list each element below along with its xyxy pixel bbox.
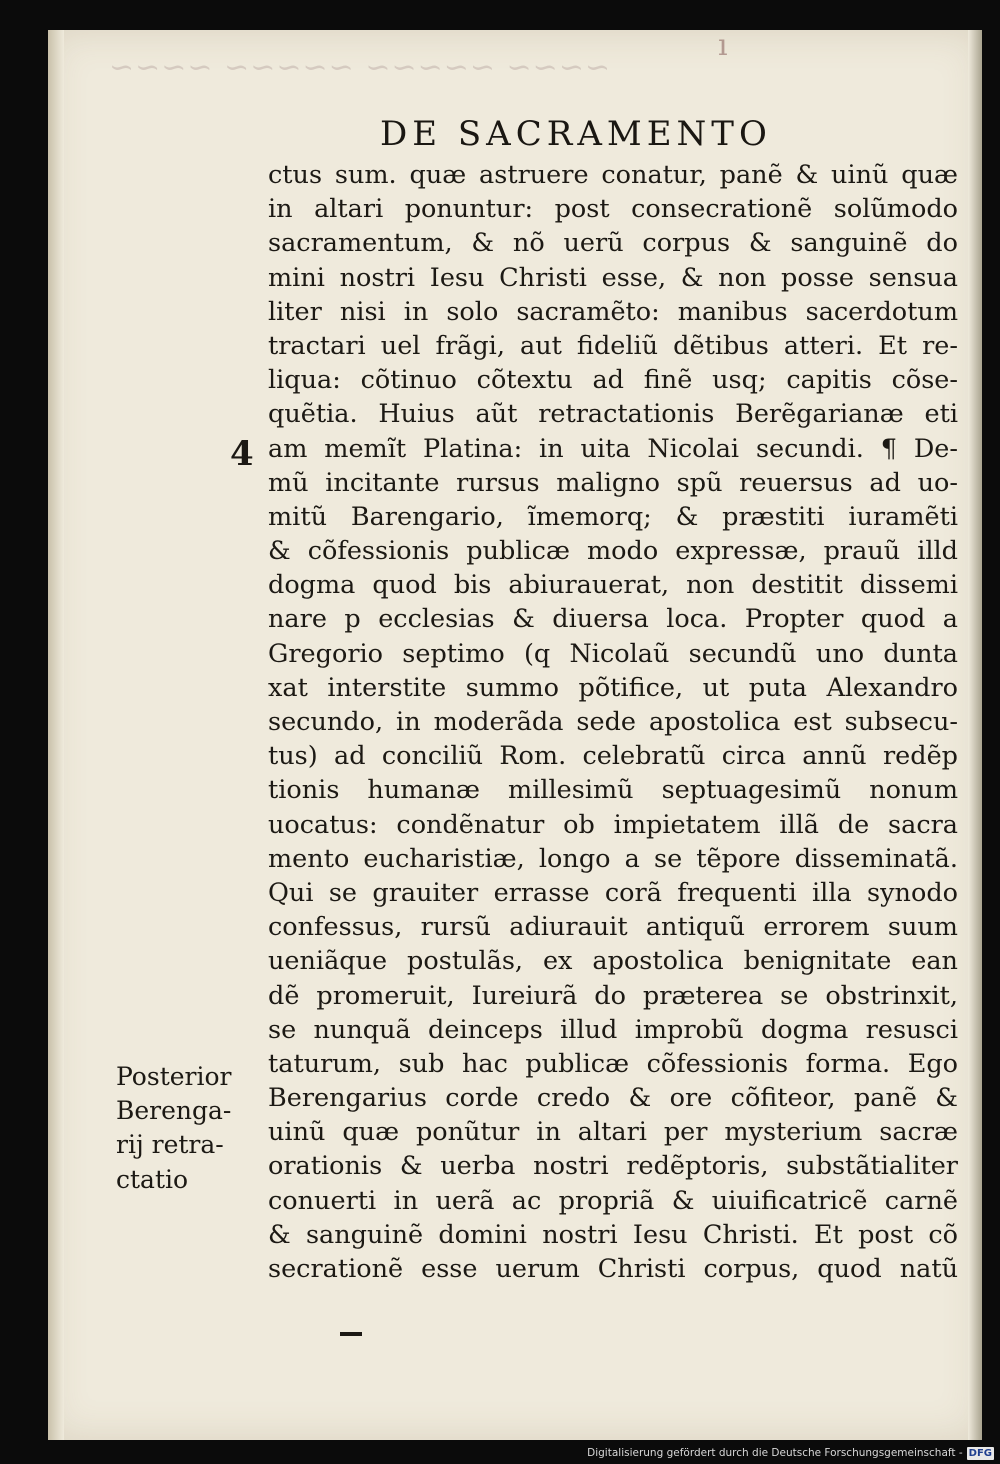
text-line: tionis humanæ millesimũ septuagesimũ nonum: [268, 775, 958, 806]
text-line: liqua: cõtinuo cõtextu ad finẽ usq; capitis cõse-: [268, 365, 958, 396]
text-line: quẽtia. Huius aũt retractationis Berẽgarianæ eti: [268, 399, 958, 430]
text-line: am memĩt Platina: in uita Nicolai secundi. ¶ De-: [268, 433, 958, 464]
text-line: Qui se grauiter errasse corã frequenti illa synodo: [268, 877, 958, 908]
ink-mark: ı: [718, 30, 728, 63]
text-line: & cõfessionis publicæ modo expressæ, prauũ illd: [268, 536, 958, 567]
marginal-note-line: Posterior: [116, 1062, 232, 1091]
text-line: uocatus: condẽnatur ob impietatem illã de sacra: [268, 809, 958, 840]
marginal-note: [116, 1060, 266, 1197]
text-line: mento eucharistiæ, longo a se tẽpore disseminatã.: [268, 843, 958, 874]
running-head: DE SACRAMENTO: [380, 114, 772, 154]
marginal-note-line: rij retra-: [116, 1130, 224, 1160]
text-line: liter nisi in solo sacramẽto: manibus sacerdotum: [268, 296, 958, 327]
text-line: uinũ quæ ponũtur in altari per mysterium sacræ: [268, 1117, 958, 1148]
text-line: mũ incitante rursus maligno spũ reuersus ad uo-: [268, 467, 958, 498]
text-line: taturum, sub hac publicæ cõfessionis forma. Ego: [268, 1048, 958, 1079]
text-line: dogma quod bis abiurauerat, non destitit dissemi: [268, 570, 958, 601]
text-line: Gregorio septimo (q Nicolaũ secundũ uno dunta: [268, 638, 958, 669]
text-line: xat interstite summo põtifice, ut puta Alexandro: [268, 672, 958, 703]
text-line: se nunquã deinceps illud improbũ dogma resusci: [268, 1014, 958, 1045]
marginal-note-line: Berenga-: [116, 1096, 232, 1126]
text-line: ctus sum. quæ astruere conatur, panẽ & uinũ quæ: [268, 160, 958, 190]
text-line: tractari uel frãgi, aut fideliũ dẽtibus atteri. Et re-: [268, 330, 958, 361]
text-line: Berengarius corde credo & ore cõfiteor, panẽ &: [268, 1083, 958, 1114]
footer: [587, 1444, 994, 1462]
page-edge-shadow: [968, 30, 982, 1440]
text-line: mitũ Barengario, ĩmemorq; & præstiti iuramẽti: [268, 501, 958, 532]
text-line: sacramentum, & nõ uerũ corpus & sanguinẽ do: [268, 228, 958, 259]
text-line: secundo, in moderãda sede apostolica est subsecu-: [268, 707, 958, 737]
text-line: tus) ad conciliũ Rom. celebratũ circa annũ redẽp: [268, 741, 958, 772]
text-line: mini nostri Iesu Christi esse, & non posse sensua: [268, 262, 958, 293]
text-line: secrationẽ esse uerum Christi corpus, quod natũ: [268, 1254, 958, 1284]
dfg-logo: DFG: [968, 1447, 992, 1459]
text-line: conuerti in uerã ac propriã & uiuificatricẽ carnẽ: [268, 1185, 958, 1216]
marginal-note-line: ctatio: [116, 1164, 189, 1194]
text-line: orationis & uerba nostri redẽptoris, substãtialiter: [268, 1151, 958, 1182]
bleed-through-ink: ~~~~ ~~~~~ ~~~~~ ~~~~: [108, 50, 611, 85]
margin-number: 4: [230, 434, 254, 474]
footer-text: Digitalisierung gefördert durch die Deutsche Forschungsgemeinschaft -: [587, 1447, 963, 1459]
page-gutter-shadow: [48, 30, 64, 1440]
text-line: nare p ecclesias & diuersa loca. Propter quod a: [268, 604, 958, 635]
body-text: [268, 158, 958, 1286]
text-line: dẽ promeruit, Iureiurã do præterea se obstrinxit,: [268, 980, 958, 1011]
text-line: in altari ponuntur: post consecrationẽ solũmodo: [268, 194, 958, 225]
dash-mark: [340, 1332, 362, 1336]
text-line: ueniãque postulãs, ex apostolica benignitate ean: [268, 946, 958, 977]
text-line: confessus, rursũ adiurauit antiquũ errorem suum: [268, 912, 958, 943]
text-line: & sanguinẽ domini nostri Iesu Christi. Et post cõ: [268, 1219, 958, 1250]
book-page: [48, 30, 982, 1440]
